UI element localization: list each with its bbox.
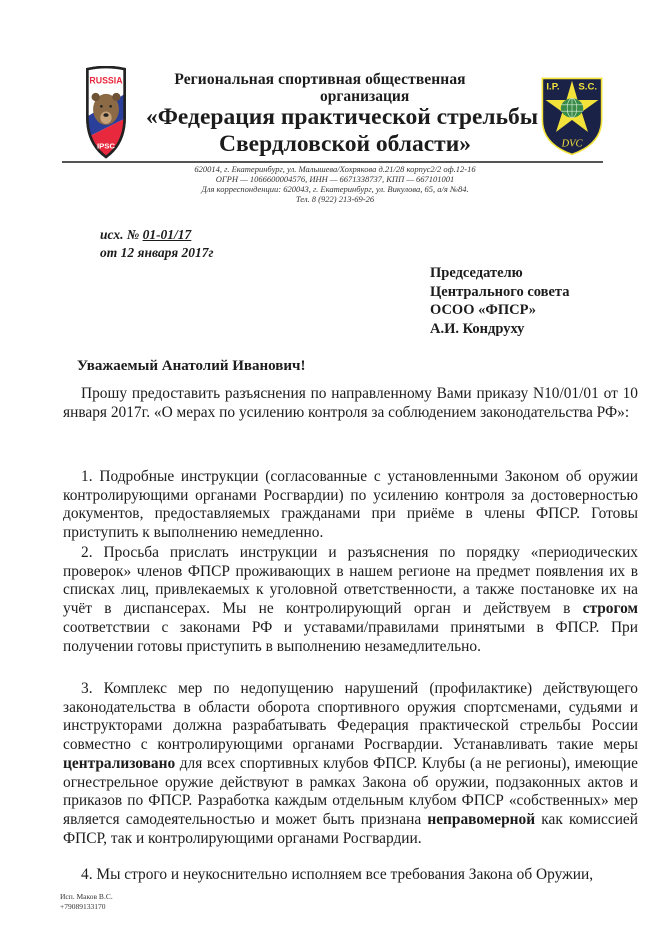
org-name-line-2: Свердловской области» <box>218 131 471 157</box>
russia-ipsc-logo <box>66 66 146 159</box>
ipsc-logo <box>540 74 604 158</box>
item-4-paragraph <box>63 866 638 885</box>
addressee-line: ОСОО «ФПСР» <box>430 302 537 318</box>
item-3-emphasis-1: централизовано <box>63 754 176 772</box>
item-2-emphasis: строгом <box>582 600 638 618</box>
address-line: 620014, г. Екатеринбург, ул. Малышева/Хохрякова д.21/28 корпус2/2 оф.12-16 <box>194 164 476 174</box>
outgoing-number-value: 01-01/17 <box>142 227 192 242</box>
logo-ipsc-text: IPSC <box>96 141 116 151</box>
item-3-text-b: для всех спортивных клубов ФПСР. Клубы (а не регионы), имеющие огнестрельное оружие действуют в рамках Закона об оружии, подзаконных актов и приказов по ФПСР. Разработка каждым отдельным клубом ФПСР «собственных» мер является самодеятельностью и может быть признана <box>63 754 638 828</box>
executor-block <box>60 892 113 912</box>
org-name-line-1: «Федерация практической стрельбы <box>146 104 539 130</box>
addressee-line: А.И. Кондруху <box>430 320 525 337</box>
logo-russia-text: RUSSIA <box>89 75 123 86</box>
correspondence-line: Для корреспонденции: 620043, г. Екатеринбург, ул. Викулова, 65, а/я №84. <box>201 184 469 194</box>
addressee-line: Центрального совета <box>430 283 570 300</box>
intro-paragraph <box>63 385 638 422</box>
org-type-line: Региональная спортивная общественная <box>174 71 466 88</box>
logo-dvc-text: DVC <box>561 138 583 150</box>
org-type-line-2: организация <box>320 88 410 105</box>
item-3-text-a: 3. Комплекс мер по недопущению нарушений (профилактике) действующего законодательства в области оборота спортивного оружия спортсменами, судьями и инструкторами должна разрабатывать Федерация практической стрельбы России совместно с контролирующими органами Росгвардии. Устанавливать такие меры <box>63 680 638 754</box>
outgoing-prefix: исх. № <box>100 227 143 242</box>
outgoing-date: от 12 января 2017г <box>100 245 214 260</box>
item-1-text: 1. Подробные инструкции (согласованные с установленными Законом об оружии контролирующими органами Росгвардии) по усилению контроля за достоверностью документов, предоставляемых гражданами при приёме в члены ФПСР. Готовы приступить к выполнению немедленно. <box>63 468 638 542</box>
item-1-paragraph <box>63 468 638 543</box>
executor-phone: +79089133170 <box>60 902 106 911</box>
item-3-emphasis-2: неправомерной <box>427 810 536 828</box>
logo-sc-text: S.C. <box>578 81 598 93</box>
addressee-block <box>430 264 569 338</box>
executor-name: Исп. Маков В.С. <box>60 892 113 901</box>
item-2-text-a: 2. Просьба прислать инструкции и разъяснения по порядку «периодических проверок» членов ФПСР проживающих в нашем регионе на предмет появления их в списках лиц, привлекаемых к уголовной ответственности, а также постановке их на учёт в диспансерах. Мы не контролирующий орган и действуем в <box>63 544 638 618</box>
registration-line: ОГРН — 1066600004576, ИНН — 6671338737, КПП — 667101001 <box>215 174 455 184</box>
item-3-text-c: как комиссией ФПСР, так и контролирующими органами Росгвардии. <box>63 810 638 847</box>
item-2-text-b: соответствии с законами РФ и уставами/правилами принятыми в ФПСР. При получении готовы приступить в выполнению незамедлительно. <box>63 618 638 655</box>
addressee-line: Председателю <box>430 265 523 281</box>
intro-text: Прошу предоставить разъяснения по направленному Вами приказу N10/01/01 от 10 января 2017г. «О мерах по усилению контроля за соблюдением законодательства РФ»: <box>63 385 638 421</box>
phone-line: Тел. 8 (922) 213-69-26 <box>295 194 375 204</box>
item-2-paragraph <box>63 544 638 656</box>
item-3-paragraph <box>63 680 638 848</box>
item-4-text: 4. Мы строго и неукоснительно исполняем все требования Закона об Оружии, <box>81 866 594 883</box>
org-address-block <box>170 164 500 204</box>
logo-ip-text: I.P. <box>546 81 560 93</box>
salutation: Уважаемый Анатолий Иванович! <box>77 358 306 374</box>
letterhead-divider <box>62 161 603 163</box>
outgoing-number <box>100 227 191 243</box>
